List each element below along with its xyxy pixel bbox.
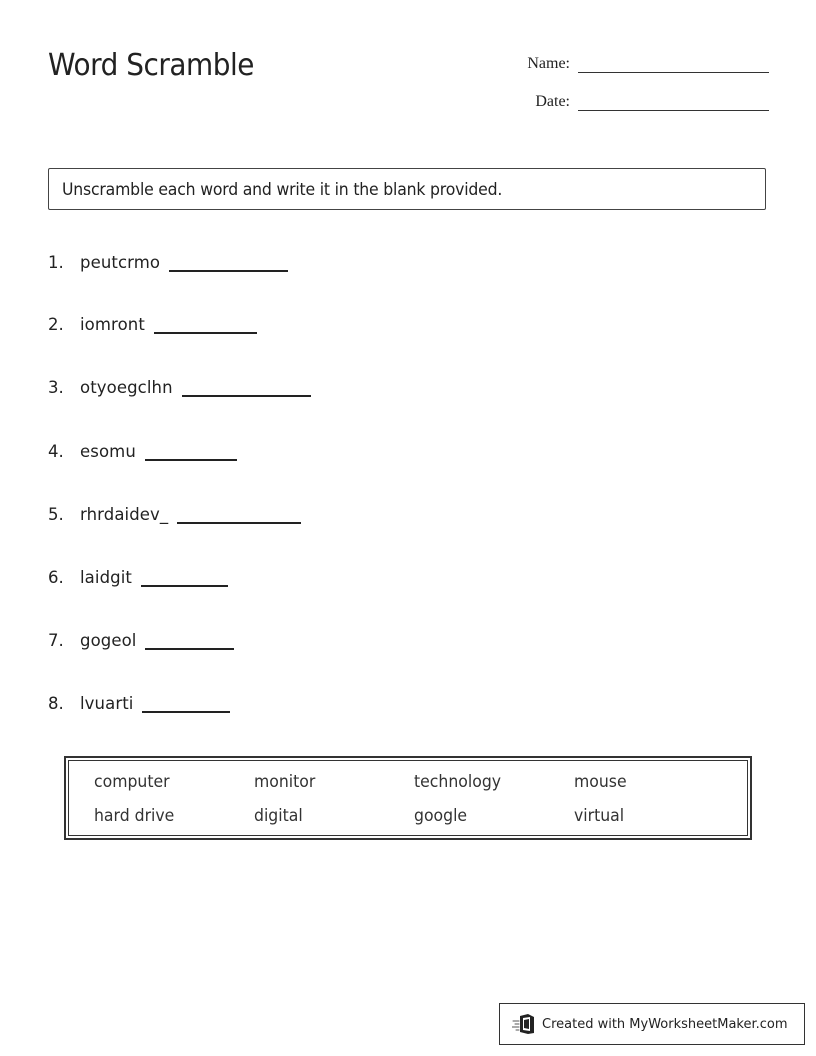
word-bank-item: hard drive [94,806,175,825]
word-bank-item: google [414,806,468,825]
question-item [48,253,288,272]
answer-blank[interactable] [169,258,288,272]
question-item [48,505,301,524]
question-item [48,631,234,650]
scrambled-word: lvuarti [80,694,134,713]
date-blank-line[interactable] [578,96,769,111]
question-number: 7. [48,631,64,650]
worksheet-maker-logo-icon [512,1013,536,1035]
scrambled-word: laidgit [80,568,132,587]
scrambled-word: rhrdaidev_ [80,505,169,524]
date-field [500,93,769,111]
question-number: 5. [48,505,64,524]
word-bank-item: technology [414,772,502,791]
question-number: 3. [48,378,64,397]
answer-blank[interactable] [141,573,228,587]
page-title: Word Scramble [48,48,254,83]
instructions-text: Unscramble each word and write it in the blank provided. [62,179,503,199]
word-bank-item: mouse [574,772,627,791]
question-item [48,442,237,461]
word-bank-item: virtual [574,806,625,825]
question-number: 1. [48,253,64,272]
word-bank [64,756,752,840]
question-number: 8. [48,694,64,713]
question-number: 6. [48,568,64,587]
answer-blank[interactable] [154,320,257,334]
question-item [48,378,311,397]
scrambled-word: iomront [80,315,145,334]
scrambled-word: esomu [80,442,136,461]
name-label: Name: [527,55,570,72]
footer-credit[interactable] [499,1003,805,1045]
answer-blank[interactable] [145,447,237,461]
question-item [48,315,257,334]
instructions-box [48,168,766,210]
question-item [48,568,228,587]
question-number: 4. [48,442,64,461]
answer-blank[interactable] [145,636,234,650]
word-bank-item: monitor [254,772,316,791]
scrambled-word: otyoegclhn [80,378,173,397]
answer-blank[interactable] [182,383,311,397]
question-item [48,694,230,713]
date-label: Date: [535,93,570,110]
word-bank-item: digital [254,806,303,825]
footer-text: Created with MyWorksheetMaker.com [542,1016,788,1032]
answer-blank[interactable] [142,699,230,713]
answer-blank[interactable] [177,510,301,524]
name-blank-line[interactable] [578,58,769,73]
word-bank-item: computer [94,772,170,791]
scrambled-word: gogeol [80,631,137,650]
name-field [500,55,769,73]
scrambled-word: peutcrmo [80,253,161,272]
question-number: 2. [48,315,64,334]
